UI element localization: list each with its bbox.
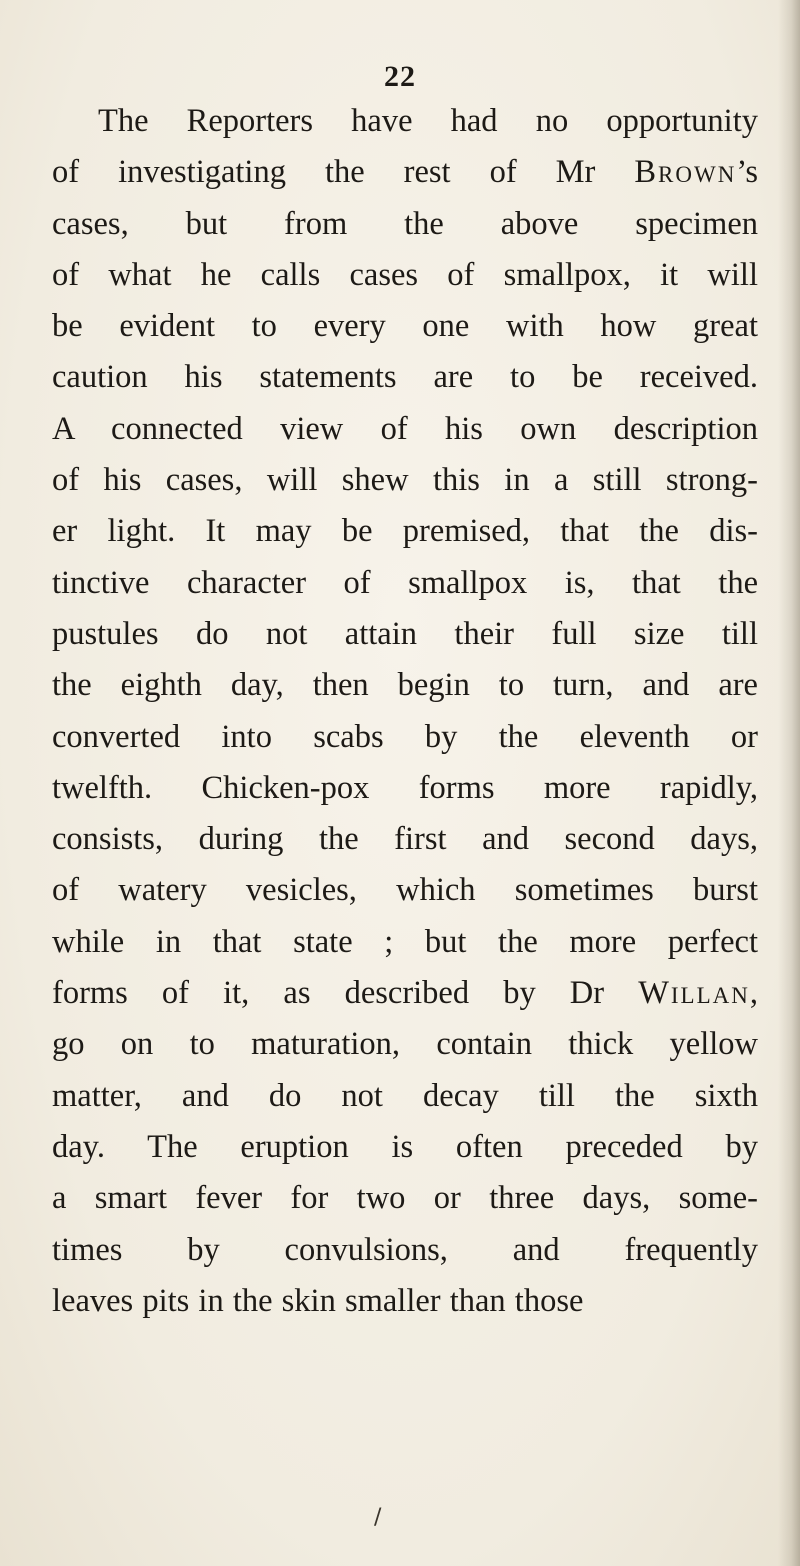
text-line: er light. It may be premised, that the dis-	[52, 513, 758, 550]
text-line: go on to maturation, contain thick yellow	[52, 1026, 758, 1063]
text-line: matter, and do not decay till the sixth	[52, 1077, 758, 1114]
text-line: day. The eruption is often preceded by	[52, 1128, 758, 1165]
text-line: tinctive character of smallpox is, that the	[52, 564, 758, 601]
body-text	[52, 96, 758, 1327]
text-line: of what he calls cases of smallpox, it will	[52, 256, 758, 293]
text-line: cases, but from the above specimen	[52, 205, 758, 242]
text-line: a smart fever for two or three days, some-	[52, 1180, 758, 1217]
small-caps-name: Brown	[634, 154, 737, 191]
small-caps-name: Willan	[638, 975, 750, 1012]
text-line: the eighth day, then begin to turn, and are	[52, 667, 758, 704]
text-line: caution his statements are to be received.	[52, 359, 758, 396]
text-line: forms of it, as described by Dr Willan,	[52, 975, 758, 1012]
text-line: leaves pits in the skin smaller than those	[52, 1282, 584, 1319]
text-line: converted into scabs by the eleventh or	[52, 718, 758, 755]
page-number: 22	[384, 60, 416, 93]
text-line: of investigating the rest of Mr Brown’s	[52, 154, 758, 191]
text-line: of his cases, will shew this in a still strong-	[52, 462, 758, 499]
text-line: The Reporters have had no opportunity	[98, 103, 758, 139]
page-edge-shadow	[778, 0, 800, 1566]
text-line: times by convulsions, and frequently	[52, 1231, 758, 1268]
text-line: consists, during the first and second days,	[52, 821, 758, 858]
text-line: A connected view of his own description	[52, 410, 758, 447]
text-line: twelfth. Chicken-pox forms more rapidly,	[52, 769, 758, 806]
text-line: while in that state ; but the more perfect	[52, 923, 758, 960]
text-line: be evident to every one with how great	[52, 308, 758, 345]
footer-mark: /	[374, 1505, 382, 1530]
text-line: of watery vesicles, which sometimes burst	[52, 872, 758, 909]
text-line: pustules do not attain their full size till	[52, 615, 758, 652]
